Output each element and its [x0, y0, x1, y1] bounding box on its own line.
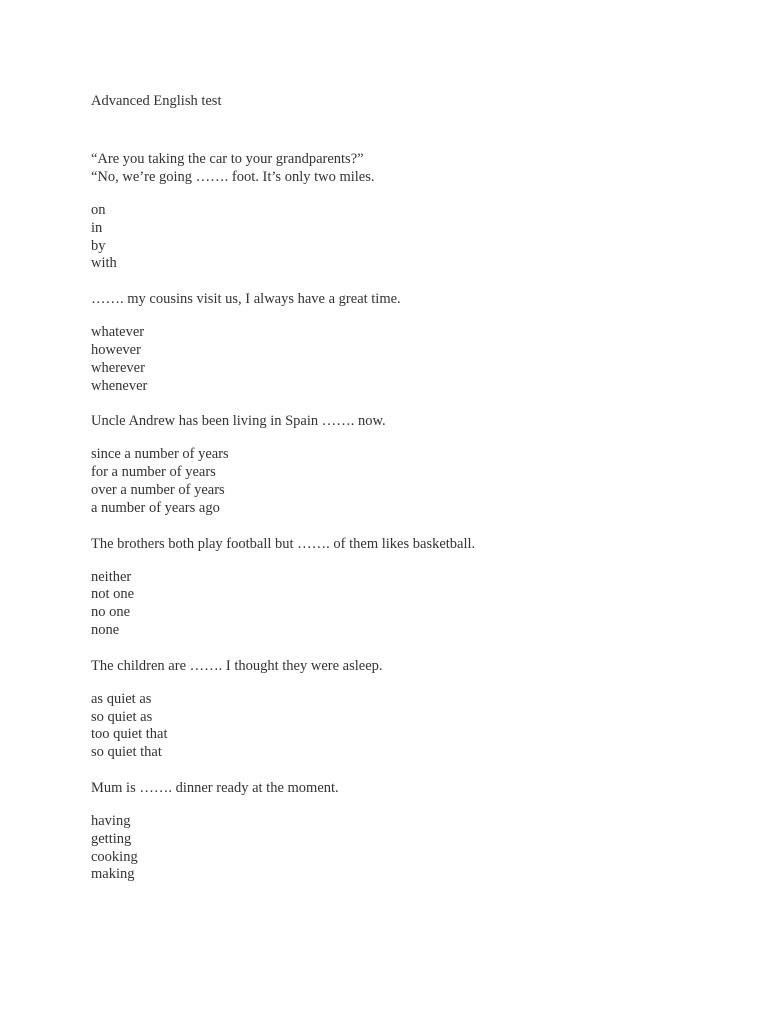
answer-option: having [91, 812, 131, 829]
answer-option: no one [91, 604, 131, 621]
question-text-line: Uncle Andrew has been living in Spain ……. now. [91, 413, 386, 430]
answer-option: too quiet that [91, 726, 168, 743]
answer-option: since a number of years [91, 446, 229, 463]
answer-option: over a number of years [91, 481, 225, 498]
question-text-line: “Are you taking the car to your grandparents?” [91, 151, 364, 167]
answer-option: none [91, 621, 120, 638]
answer-option: not one [91, 586, 135, 603]
document-page [91, 92, 731, 884]
question-text-line: Mum is ……. dinner ready at the moment. [91, 779, 339, 796]
question-text-line: “No, we’re going ……. foot. It’s only two miles. [91, 169, 375, 185]
answer-options [91, 569, 731, 640]
answer-option: cooking [91, 848, 138, 865]
answer-option: whenever [91, 377, 148, 394]
answer-option: getting [91, 830, 132, 847]
question-text-line: The children are ……. I thought they were asleep. [91, 657, 383, 674]
answer-option: by [91, 237, 106, 254]
question-2 [91, 290, 731, 395]
answer-options [91, 324, 731, 395]
answer-options [91, 691, 731, 762]
answer-option: however [91, 341, 141, 358]
page-title: Advanced English test [91, 93, 222, 109]
answer-option: whatever [91, 324, 145, 341]
question-text-line: The brothers both play football but ……. of them likes basketball. [91, 535, 476, 552]
answer-option: neither [91, 568, 132, 585]
answer-option: on [91, 202, 106, 218]
question-1 [91, 150, 731, 273]
answer-option: making [91, 866, 135, 883]
answer-options [91, 813, 731, 884]
question-3 [91, 412, 731, 517]
answer-option: in [91, 219, 103, 236]
answer-option: wherever [91, 359, 145, 376]
question-6 [91, 779, 731, 884]
answer-option: so quiet as [91, 708, 153, 725]
answer-option: with [91, 255, 117, 272]
question-text-line: ……. my cousins visit us, I always have a great time. [91, 291, 401, 308]
question-4 [91, 535, 731, 640]
answer-option: a number of years ago [91, 499, 220, 516]
answer-option: as quiet as [91, 690, 152, 707]
answer-option: for a number of years [91, 464, 216, 481]
answer-options [91, 202, 731, 273]
answer-options [91, 446, 731, 517]
answer-option: so quiet that [91, 744, 162, 761]
question-5 [91, 657, 731, 762]
